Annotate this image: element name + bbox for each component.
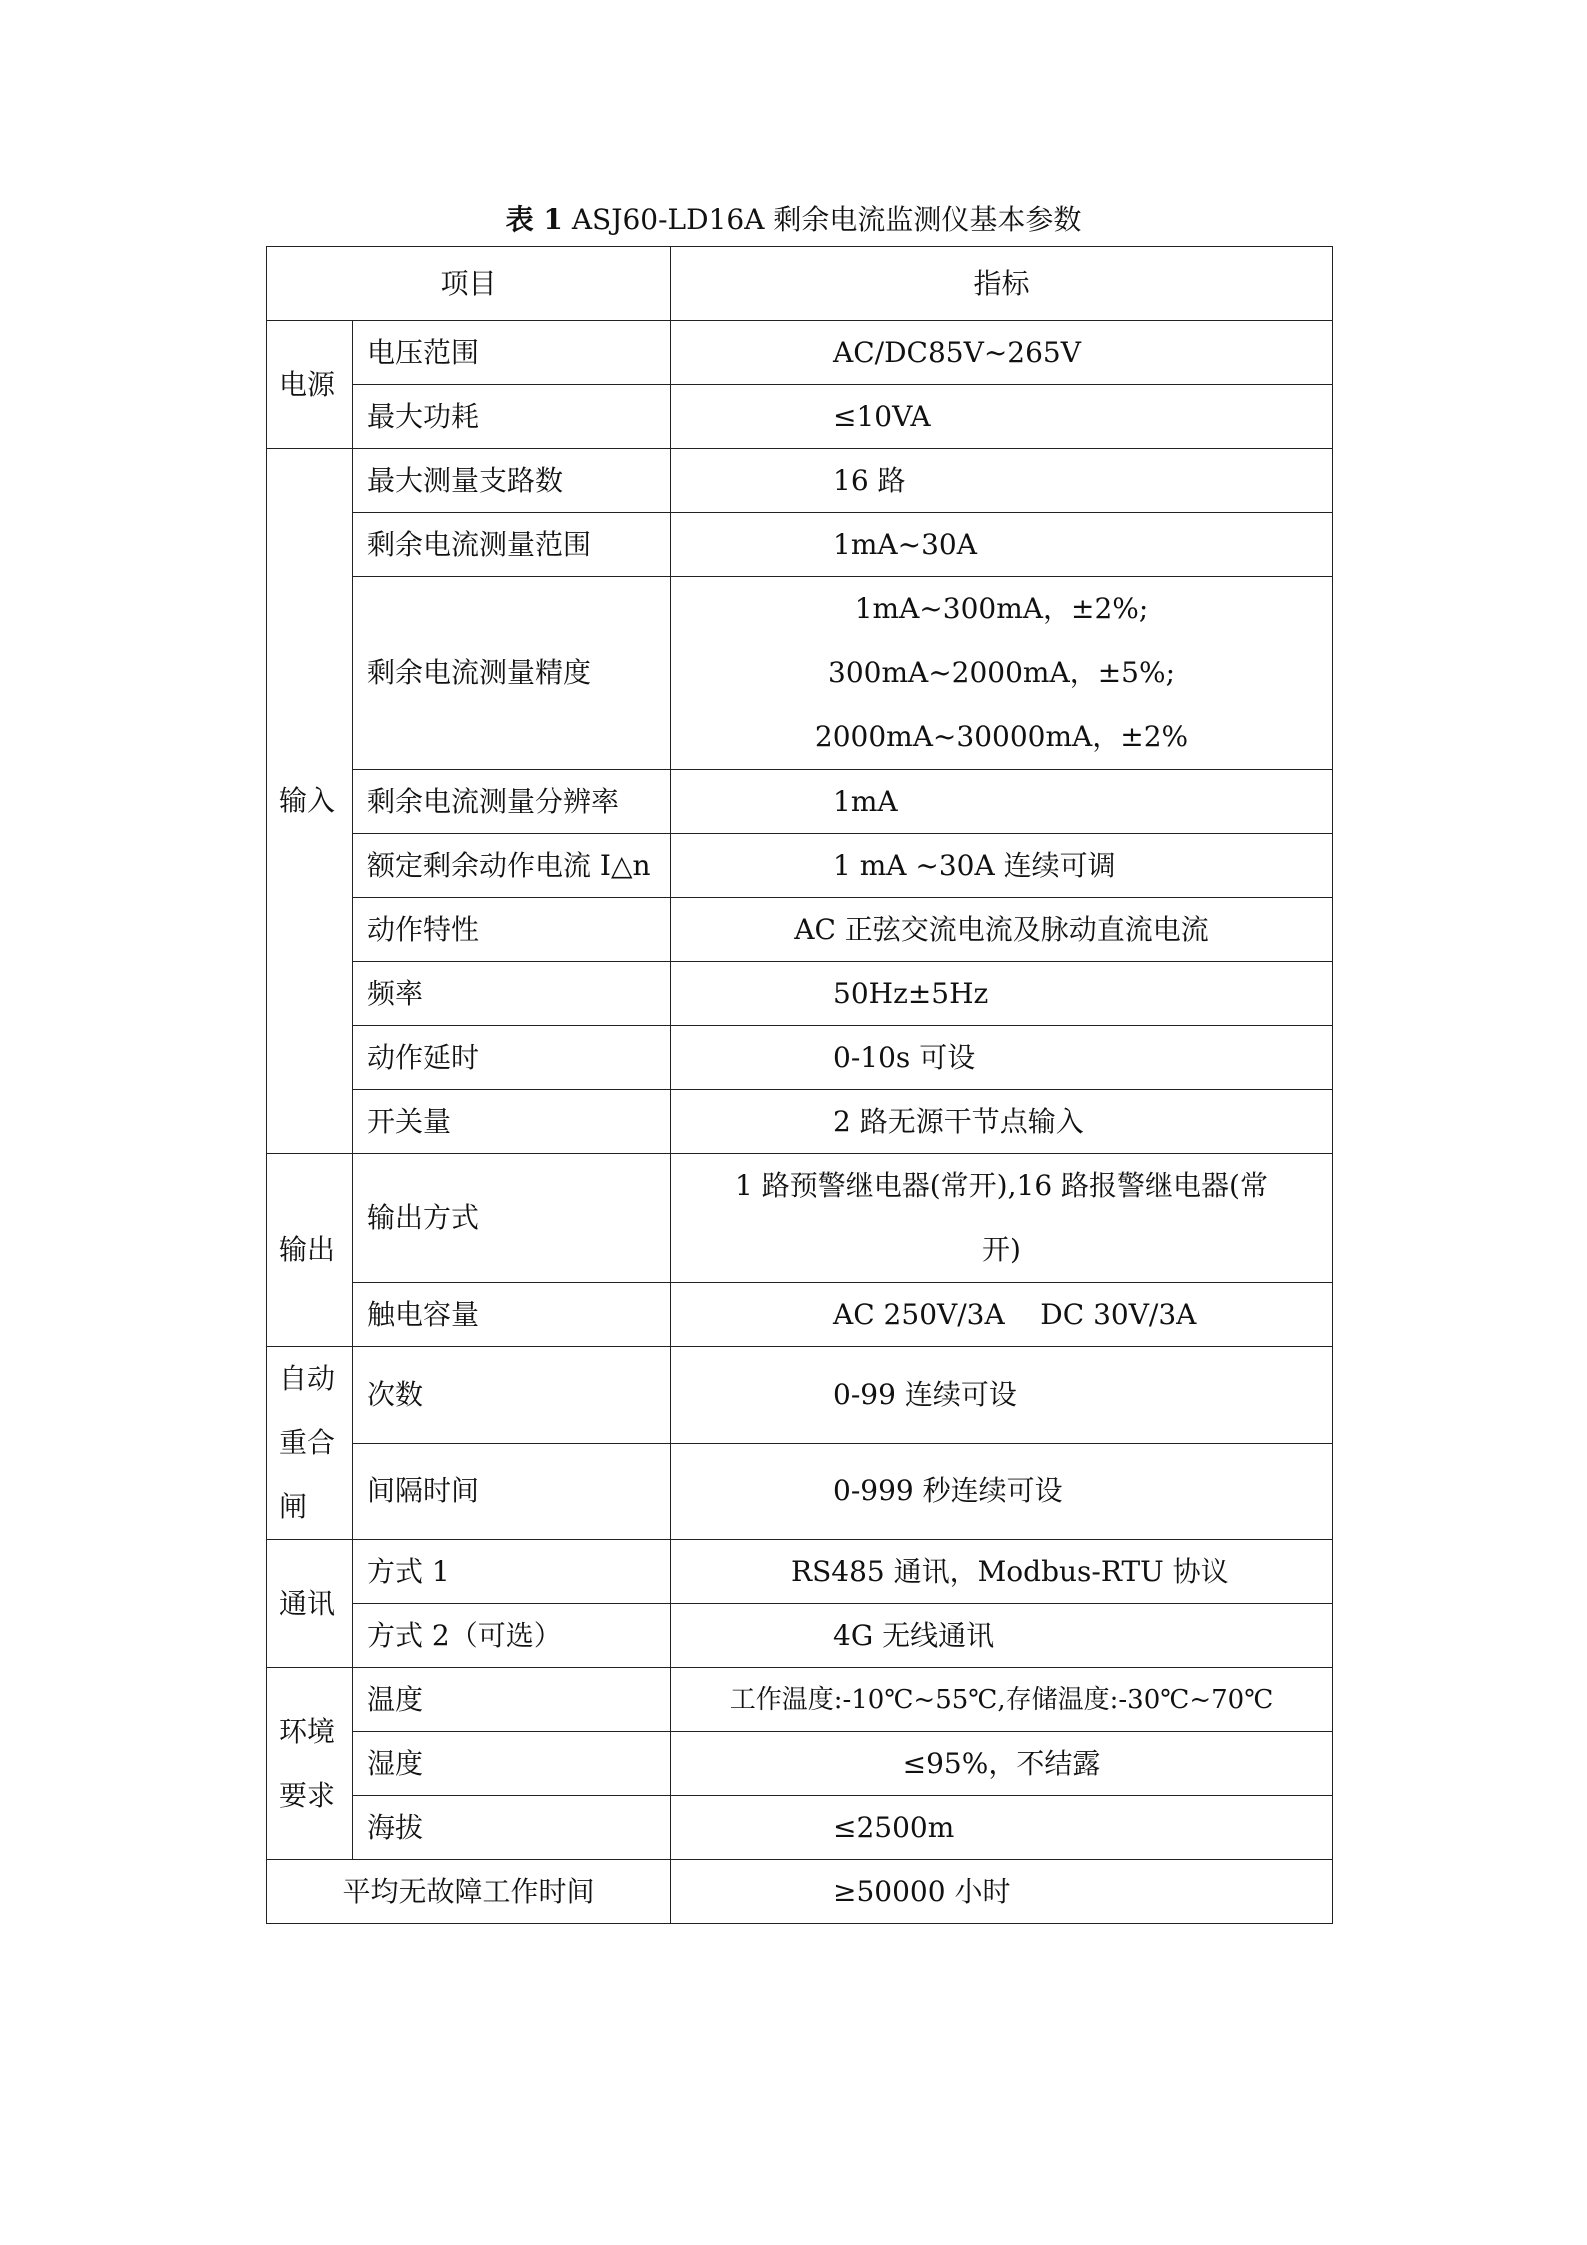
row-label: 方式 1 xyxy=(353,1540,671,1604)
value-line: 2000mA~30000mA，±2% xyxy=(814,720,1189,753)
row-value: ≤2500m xyxy=(671,1796,1333,1860)
row-label: 输出方式 xyxy=(353,1154,671,1283)
row-value: AC 正弦交流电流及脉动直流电流 xyxy=(671,898,1333,962)
row-value: AC/DC85V~265V xyxy=(671,321,1333,385)
table-row xyxy=(267,1860,1333,1924)
table-row xyxy=(267,962,1333,1026)
row-label: 频率 xyxy=(353,962,671,1026)
table-row xyxy=(267,1668,1333,1732)
row-value-multiline xyxy=(671,1154,1333,1283)
row-value: ≤95%，不结露 xyxy=(671,1732,1333,1796)
table-row xyxy=(267,1732,1333,1796)
value-line: 1 路预警继电器(常开),16 路报警继电器(常 xyxy=(735,1169,1268,1202)
row-value-multiline xyxy=(671,577,1333,770)
header-item: 项目 xyxy=(267,247,671,321)
group-output: 输出 xyxy=(267,1154,353,1347)
row-label: 开关量 xyxy=(353,1090,671,1154)
table-row xyxy=(267,770,1333,834)
table-header-row xyxy=(267,247,1333,321)
table-row xyxy=(267,1443,1333,1540)
group-env: 环境要求 xyxy=(267,1668,353,1860)
row-value: 1mA~30A xyxy=(671,513,1333,577)
table-row xyxy=(267,834,1333,898)
table-row xyxy=(267,321,1333,385)
group-power: 电源 xyxy=(267,321,353,449)
table-row xyxy=(267,1347,1333,1444)
parameter-table xyxy=(266,246,1333,1924)
row-label: 剩余电流测量精度 xyxy=(353,577,671,770)
row-value: 50Hz±5Hz xyxy=(671,962,1333,1026)
row-label: 湿度 xyxy=(353,1732,671,1796)
row-value: ≥50000 小时 xyxy=(671,1860,1333,1924)
table-row xyxy=(267,513,1333,577)
row-label: 动作延时 xyxy=(353,1026,671,1090)
table-row xyxy=(267,1026,1333,1090)
caption-number: 表 1 xyxy=(505,203,563,236)
row-value: 0-99 连续可设 xyxy=(671,1347,1333,1444)
table-caption xyxy=(0,200,1587,240)
row-label: 温度 xyxy=(353,1668,671,1732)
row-value: AC 250V/3A DC 30V/3A xyxy=(671,1283,1333,1347)
table-row xyxy=(267,1283,1333,1347)
row-label: 电压范围 xyxy=(353,321,671,385)
row-label: 间隔时间 xyxy=(353,1443,671,1540)
header-spec: 指标 xyxy=(671,247,1333,321)
group-input: 输入 xyxy=(267,449,353,1154)
row-label: 最大测量支路数 xyxy=(353,449,671,513)
table-row xyxy=(267,1090,1333,1154)
value-line: 开) xyxy=(982,1233,1021,1266)
table-row xyxy=(267,898,1333,962)
row-value: ≤10VA xyxy=(671,385,1333,449)
row-label: 海拔 xyxy=(353,1796,671,1860)
table-row xyxy=(267,577,1333,770)
row-value: 4G 无线通讯 xyxy=(671,1604,1333,1668)
row-value: 0-999 秒连续可设 xyxy=(671,1443,1333,1540)
value-line: 1mA~300mA，±2%; xyxy=(854,592,1149,625)
row-label: 剩余电流测量分辨率 xyxy=(353,770,671,834)
row-label: 次数 xyxy=(353,1347,671,1444)
caption-title: ASJ60-LD16A 剩余电流监测仪基本参数 xyxy=(571,203,1082,236)
table-row xyxy=(267,1604,1333,1668)
row-value: 0-10s 可设 xyxy=(671,1026,1333,1090)
row-value: 1mA xyxy=(671,770,1333,834)
row-value: RS485 通讯，Modbus-RTU 协议 xyxy=(671,1540,1333,1604)
row-label: 触电容量 xyxy=(353,1283,671,1347)
row-value: 工作温度:-10℃~55℃,存储温度:-30℃~70℃ xyxy=(671,1668,1333,1732)
row-value: 16 路 xyxy=(671,449,1333,513)
table-row xyxy=(267,1154,1333,1283)
row-label: 最大功耗 xyxy=(353,385,671,449)
table-row xyxy=(267,1796,1333,1860)
row-label: 额定剩余动作电流 I△n xyxy=(353,834,671,898)
row-value: 1 mA ~30A 连续可调 xyxy=(671,834,1333,898)
row-label: 方式 2（可选） xyxy=(353,1604,671,1668)
row-label: 动作特性 xyxy=(353,898,671,962)
table-row xyxy=(267,449,1333,513)
value-line: 300mA~2000mA，±5%; xyxy=(828,656,1176,689)
row-label: 平均无故障工作时间 xyxy=(267,1860,671,1924)
table-row xyxy=(267,1540,1333,1604)
group-comm: 通讯 xyxy=(267,1540,353,1668)
row-label: 剩余电流测量范围 xyxy=(353,513,671,577)
row-value: 2 路无源干节点输入 xyxy=(671,1090,1333,1154)
table-row xyxy=(267,385,1333,449)
group-reclose: 自动重合闸 xyxy=(267,1347,353,1540)
